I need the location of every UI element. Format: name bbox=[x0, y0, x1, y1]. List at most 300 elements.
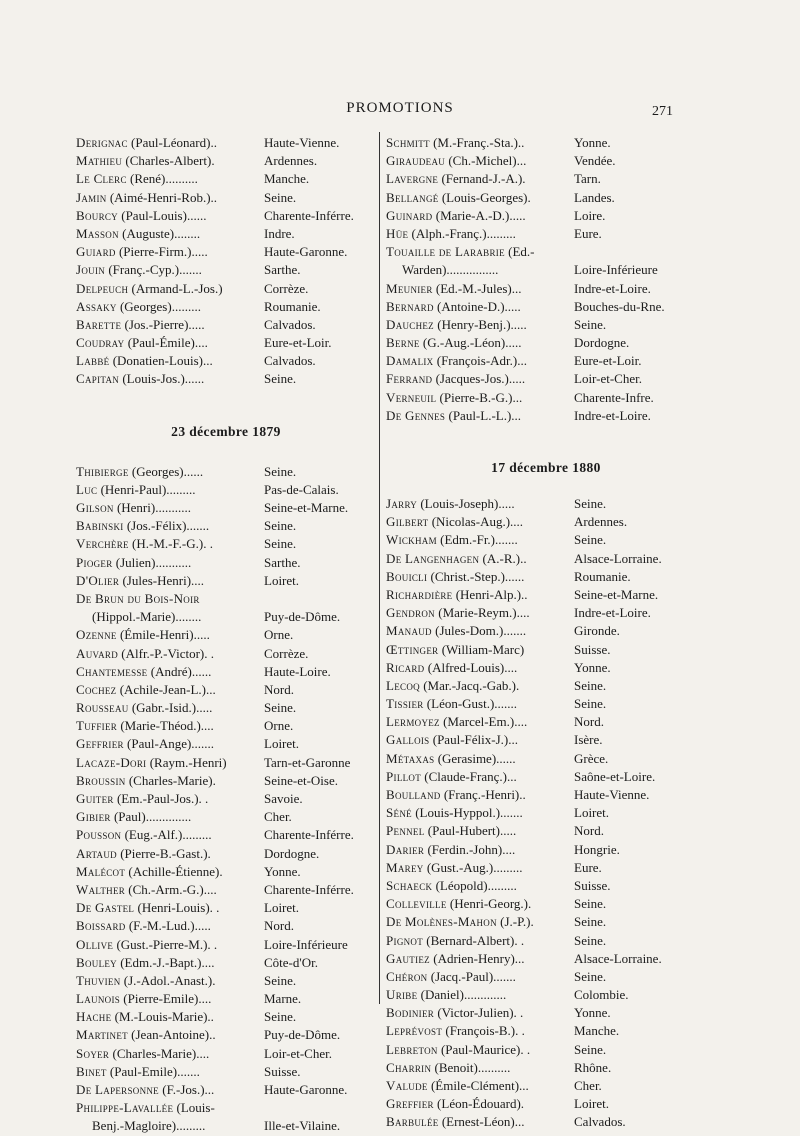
entry-surname: Boissard bbox=[76, 918, 126, 934]
entry-name bbox=[386, 550, 572, 568]
entry-name bbox=[76, 1026, 262, 1044]
entry-origin: Alsace-Lorraine. bbox=[574, 950, 662, 966]
entry-surname: D'Olier bbox=[76, 572, 120, 588]
list-item bbox=[386, 134, 706, 152]
entry-surname: Jouin bbox=[76, 262, 106, 278]
entry-surname: Guinard bbox=[386, 207, 433, 223]
entry-surname: Damalix bbox=[386, 353, 434, 369]
entry-origin: Nord. bbox=[264, 681, 294, 697]
entry-given-names: (Ch.-Michel)... bbox=[448, 153, 527, 169]
list-item bbox=[386, 768, 706, 786]
entry-origin: Suisse. bbox=[264, 1063, 301, 1079]
list-item bbox=[386, 225, 706, 243]
entry-origin bbox=[262, 590, 376, 608]
entry-origin: Suisse. bbox=[574, 877, 611, 893]
entry-origin: Puy-de-Dôme. bbox=[264, 1027, 341, 1043]
entry-surname: Ferrand bbox=[386, 371, 433, 387]
entry-origin: Loire-Inférieure bbox=[574, 262, 658, 278]
entry-origin: Yonne. bbox=[264, 863, 301, 879]
entry-given-names: (Pierre-B.-Gast.). bbox=[120, 845, 211, 861]
entry-origin: Seine. bbox=[574, 677, 607, 693]
entry-surname: Binet bbox=[76, 1063, 107, 1079]
entry-origin: Yonne. bbox=[574, 659, 611, 675]
entry-origin: Cher. bbox=[574, 1078, 602, 1093]
entry-surname: Rousseau bbox=[76, 700, 129, 716]
list-item bbox=[76, 1008, 376, 1026]
entry-name bbox=[76, 334, 262, 352]
entry-given-names: (Marie-A.-D.)..... bbox=[435, 207, 526, 223]
list-item bbox=[386, 1041, 706, 1059]
list-item bbox=[76, 243, 376, 261]
entry-name bbox=[76, 881, 262, 899]
entry-origin: Saône-et-Loire. bbox=[574, 768, 656, 784]
entry-origin: Loiret. bbox=[574, 805, 610, 821]
entry-surname: Bodinier bbox=[386, 1005, 435, 1021]
entry-name bbox=[76, 298, 262, 316]
entry-origin: Côte-d'Or. bbox=[264, 954, 318, 970]
entry-surname: Bouicli bbox=[386, 568, 428, 584]
entry-given-names: (Charles-Marie).... bbox=[112, 1045, 210, 1061]
entry-given-names: (Gerasime)...... bbox=[437, 750, 516, 766]
entry-surname: Ozenne bbox=[76, 627, 117, 643]
entry-given-names: (Louis-Jos.)...... bbox=[122, 371, 205, 387]
entry-name bbox=[76, 1063, 262, 1081]
list-item bbox=[386, 677, 706, 695]
entry-given-names: (Paul-Maurice). . bbox=[440, 1041, 531, 1057]
entry-origin: Orne. bbox=[264, 718, 294, 734]
entry-origin: Calvados. bbox=[264, 316, 316, 332]
entry-surname: Touaille de Larabrie bbox=[386, 244, 505, 260]
entry-name bbox=[76, 917, 262, 935]
entry-surname: Capitan bbox=[76, 371, 120, 387]
list-item bbox=[386, 750, 706, 768]
entry-name bbox=[386, 877, 572, 895]
entry-name bbox=[76, 554, 262, 572]
entry-origin: Alsace-Lorraine. bbox=[574, 550, 662, 566]
entry-name bbox=[76, 535, 262, 553]
list-item bbox=[76, 772, 376, 790]
entry-given-names: (Julien)........... bbox=[115, 554, 192, 570]
entry-origin: Pas-de-Calais. bbox=[264, 481, 339, 497]
entry-surname: Lebreton bbox=[386, 1041, 438, 1057]
entry-origin: Sarthe. bbox=[264, 554, 301, 570]
list-item bbox=[386, 604, 706, 622]
entry-name bbox=[386, 695, 572, 713]
entry-origin: Isère. bbox=[574, 732, 603, 748]
entry-given-names: (M.-Franç.-Sta.).. bbox=[433, 135, 525, 150]
entry-surname: Bourcy bbox=[76, 207, 118, 223]
entry-origin: Seine. bbox=[264, 463, 297, 479]
list-item bbox=[386, 804, 706, 822]
list-item bbox=[386, 207, 706, 225]
entry-given-names: (William-Marc) bbox=[441, 641, 525, 657]
entry-surname: Schaeck bbox=[386, 877, 433, 893]
entry-origin: Tarn. bbox=[574, 171, 601, 187]
entry-given-names: (Em.-Paul-Jos.). . bbox=[116, 791, 209, 806]
entry-origin: Puy-de-Dôme. bbox=[264, 609, 341, 625]
entry-origin: Bouches-du-Rne. bbox=[574, 298, 665, 314]
entry-origin: Haute-Vienne. bbox=[574, 787, 650, 802]
entry-name bbox=[76, 1117, 262, 1135]
entry-origin: Seine. bbox=[574, 914, 607, 930]
entry-given-names: (Henri-Georg.). bbox=[449, 896, 532, 912]
list-item bbox=[386, 513, 706, 531]
entry-given-names: (Mar.-Jacq.-Gab.). bbox=[423, 677, 520, 693]
list-item bbox=[76, 298, 376, 316]
entry-surname: Cochez bbox=[76, 681, 117, 697]
entry-origin: Cher. bbox=[264, 809, 292, 825]
entry-surname: Lermoyez bbox=[386, 714, 440, 730]
entry-origin: Seine. bbox=[574, 496, 607, 511]
list-item bbox=[76, 663, 376, 681]
entry-origin: Manche. bbox=[574, 1023, 620, 1039]
list-item bbox=[76, 1026, 376, 1044]
entry-origin: Grèce. bbox=[574, 750, 609, 766]
list-item bbox=[76, 917, 376, 935]
entry-given-names: (Paul-Léonard).. bbox=[131, 135, 217, 150]
entry-origin bbox=[572, 243, 706, 261]
entry-surname: Richardière bbox=[386, 586, 453, 602]
entry-name bbox=[386, 1022, 572, 1040]
entry-given-names: (Paul-Hubert)..... bbox=[427, 823, 517, 839]
entry-name bbox=[386, 1095, 572, 1113]
list-item bbox=[76, 899, 376, 917]
list-item bbox=[386, 586, 706, 604]
list-item bbox=[386, 695, 706, 713]
entry-origin: Loir-et-Cher. bbox=[574, 371, 642, 387]
entry-name bbox=[386, 750, 572, 768]
list-item bbox=[386, 407, 706, 425]
entry-name bbox=[76, 170, 262, 188]
entry-name bbox=[386, 189, 572, 207]
entry-origin: Seine-et-Marne. bbox=[264, 500, 349, 515]
entry-name bbox=[386, 895, 572, 913]
entry-given-names: (Charles-Marie). bbox=[128, 772, 216, 788]
entry-origin bbox=[262, 1099, 376, 1117]
entry-origin: Haute-Vienne. bbox=[264, 135, 340, 150]
entry-origin: Charente-Infre. bbox=[574, 389, 654, 405]
entry-name bbox=[386, 243, 572, 261]
list-item bbox=[386, 622, 706, 640]
entry-given-names: (Raym.-Henri) bbox=[149, 754, 227, 770]
entry-name bbox=[386, 389, 572, 407]
list-item bbox=[76, 626, 376, 644]
list-item bbox=[76, 261, 376, 279]
entry-name bbox=[76, 845, 262, 863]
entry-given-names: Warden)................ bbox=[402, 262, 499, 278]
entry-origin: Colombie. bbox=[574, 987, 629, 1003]
list-item bbox=[386, 859, 706, 877]
list-item bbox=[386, 389, 706, 407]
list-item bbox=[76, 207, 376, 225]
entry-surname: Malécot bbox=[76, 863, 126, 879]
list-item bbox=[76, 645, 376, 663]
entry-given-names: (Pierre-Emile).... bbox=[123, 991, 212, 1007]
entry-origin: Roumanie. bbox=[574, 568, 631, 584]
list-item bbox=[76, 972, 376, 990]
entry-name bbox=[386, 968, 572, 986]
entry-origin: Corrèze. bbox=[264, 280, 309, 296]
entry-surname: Pousson bbox=[76, 827, 122, 843]
entry-surname: Verchère bbox=[76, 536, 129, 552]
entry-origin: Ille-et-Vilaine. bbox=[264, 1118, 341, 1134]
entry-surname: Gallois bbox=[386, 732, 430, 748]
entry-given-names: (Louis-Hyppol.)....... bbox=[415, 805, 523, 821]
entry-surname: Colleville bbox=[386, 896, 447, 912]
entry-origin: Seine. bbox=[264, 1009, 297, 1025]
entry-surname: Barette bbox=[76, 316, 122, 332]
list-item bbox=[76, 554, 376, 572]
entry-given-names: (Henri)........... bbox=[116, 500, 191, 515]
entry-surname: De Molènes-Mahon bbox=[386, 914, 497, 930]
entry-name bbox=[386, 495, 572, 513]
entry-surname: Mathieu bbox=[76, 153, 123, 169]
list-item bbox=[386, 968, 706, 986]
page-number: 271 bbox=[652, 104, 673, 119]
entry-name bbox=[386, 134, 572, 152]
entry-given-names: (Fernand-J.-A.). bbox=[441, 171, 526, 187]
right-column bbox=[386, 134, 706, 1132]
entry-name bbox=[386, 1059, 572, 1077]
entry-name bbox=[76, 499, 262, 517]
entry-given-names: (Alph.-Franç.)......... bbox=[411, 225, 516, 241]
entry-surname: Broussin bbox=[76, 772, 126, 788]
entry-given-names: (Gabr.-Isid.)..... bbox=[131, 700, 213, 716]
entry-given-names: (Auguste)........ bbox=[122, 225, 201, 241]
entry-origin: Loiret. bbox=[264, 736, 300, 752]
entry-origin: Calvados. bbox=[574, 1114, 626, 1130]
entry-name bbox=[386, 950, 572, 968]
left-top-list bbox=[76, 134, 376, 389]
entry-origin: Roumanie. bbox=[264, 298, 321, 314]
entry-origin: Yonne. bbox=[574, 135, 611, 150]
entry-origin: Seine. bbox=[264, 189, 297, 205]
entry-origin: Eure. bbox=[574, 225, 602, 241]
entry-origin: Nord. bbox=[264, 918, 294, 934]
list-item bbox=[76, 370, 376, 388]
entry-given-names: (Jean-Antoine).. bbox=[131, 1027, 216, 1043]
entry-given-names: (G.-Aug.-Léon)..... bbox=[422, 335, 522, 351]
list-item bbox=[76, 316, 376, 334]
entry-surname: Thibierge bbox=[76, 463, 129, 479]
entry-surname: Dauchez bbox=[386, 316, 434, 332]
entry-name bbox=[76, 936, 262, 954]
entry-origin: Savoie. bbox=[264, 791, 303, 806]
entry-name bbox=[386, 1077, 572, 1095]
entry-name bbox=[386, 932, 572, 950]
entry-name bbox=[386, 841, 572, 859]
entry-name bbox=[386, 859, 572, 877]
entry-origin: Manche. bbox=[264, 171, 310, 187]
entry-surname: Pennel bbox=[386, 823, 425, 839]
entry-given-names: (Pierre-B.-G.)... bbox=[439, 389, 523, 405]
entry-surname: Manaud bbox=[386, 623, 432, 639]
entry-given-names: (Louis-Joseph)..... bbox=[420, 496, 515, 511]
entry-given-names: (Antoine-D.)..... bbox=[437, 298, 521, 314]
entry-origin: Gironde. bbox=[574, 623, 620, 639]
entry-given-names: (Nicolas-Aug.).... bbox=[431, 514, 524, 530]
entry-origin: Vendée. bbox=[574, 153, 616, 169]
entry-surname: Delpeuch bbox=[76, 280, 129, 296]
entry-given-names: (M.-Louis-Marie).. bbox=[114, 1009, 214, 1025]
entry-surname: Ricard bbox=[386, 659, 425, 675]
entry-origin: Sarthe. bbox=[264, 262, 301, 278]
entry-name bbox=[386, 713, 572, 731]
list-item bbox=[386, 895, 706, 913]
entry-given-names: (René).......... bbox=[130, 171, 198, 187]
list-item bbox=[386, 713, 706, 731]
entry-name bbox=[76, 663, 262, 681]
entry-given-names: (Marie-Théod.).... bbox=[120, 718, 214, 734]
entry-surname: Charrin bbox=[386, 1059, 432, 1075]
entry-given-names: (Claude-Franç.)... bbox=[424, 768, 517, 784]
entry-origin: Seine. bbox=[264, 536, 297, 552]
entry-name bbox=[386, 913, 572, 931]
entry-origin: Marne. bbox=[264, 991, 302, 1007]
list-item bbox=[386, 641, 706, 659]
list-item bbox=[386, 731, 706, 749]
entry-given-names: (Louis- bbox=[176, 1100, 215, 1116]
entry-surname: De Brun du Bois-Noir bbox=[76, 590, 200, 606]
entry-origin: Loiret. bbox=[574, 1096, 610, 1112]
entry-given-names: (Adrien-Henry)... bbox=[433, 950, 525, 966]
entry-surname: Masson bbox=[76, 225, 119, 241]
entry-origin: Loiret. bbox=[264, 572, 300, 588]
entry-given-names: (Armand-L.-Jos.) bbox=[131, 280, 223, 296]
entry-name bbox=[76, 316, 262, 334]
list-item bbox=[386, 986, 706, 1004]
list-item bbox=[386, 261, 706, 279]
entry-origin: Rhône. bbox=[574, 1059, 612, 1075]
list-item bbox=[76, 517, 376, 535]
list-item bbox=[386, 659, 706, 677]
entry-name bbox=[386, 334, 572, 352]
entry-origin: Seine. bbox=[264, 518, 297, 534]
list-item bbox=[76, 481, 376, 499]
list-item bbox=[76, 881, 376, 899]
list-item bbox=[76, 863, 376, 881]
entry-given-names: (J.-Adol.-Anast.). bbox=[123, 972, 216, 988]
entry-origin: Charente-Inférre. bbox=[264, 207, 354, 223]
entry-surname: Barbulée bbox=[386, 1114, 439, 1130]
entry-surname: Derignac bbox=[76, 135, 128, 150]
list-item bbox=[76, 936, 376, 954]
list-item bbox=[386, 1059, 706, 1077]
list-item bbox=[386, 280, 706, 298]
entry-given-names: (Edm.-J.-Bapt.).... bbox=[120, 954, 215, 970]
entry-surname: Philippe-Lavallée bbox=[76, 1100, 174, 1116]
right-section-list bbox=[386, 495, 706, 1132]
list-item bbox=[76, 334, 376, 352]
right-top-list bbox=[386, 134, 706, 425]
entry-given-names: (Paul-Louis)...... bbox=[121, 207, 207, 223]
entry-name bbox=[76, 243, 262, 261]
entry-name bbox=[386, 207, 572, 225]
entry-origin: Suisse. bbox=[574, 641, 611, 657]
entry-origin: Orne. bbox=[264, 627, 294, 643]
entry-name bbox=[386, 731, 572, 749]
list-item bbox=[76, 954, 376, 972]
entry-surname: Marey bbox=[386, 859, 424, 875]
entry-surname: Soyer bbox=[76, 1045, 110, 1061]
entry-name bbox=[386, 622, 572, 640]
entry-surname: Lacaze-Dori bbox=[76, 754, 147, 770]
entry-origin: Nord. bbox=[574, 714, 604, 730]
running-title: PROMOTIONS bbox=[346, 100, 454, 116]
entry-given-names: (Émile-Clément)... bbox=[430, 1078, 529, 1093]
entry-origin: Eure-et-Loir. bbox=[574, 353, 642, 369]
entry-origin: Hongrie. bbox=[574, 841, 620, 857]
entry-name bbox=[76, 189, 262, 207]
entry-given-names: (Georges)...... bbox=[131, 463, 204, 479]
entry-surname: Geffrier bbox=[76, 736, 124, 752]
entry-name bbox=[386, 1041, 572, 1059]
entry-origin: Dordogne. bbox=[574, 335, 630, 351]
entry-surname: Luc bbox=[76, 481, 98, 497]
entry-name bbox=[76, 207, 262, 225]
entry-given-names: (Ernest-Léon)... bbox=[441, 1114, 525, 1130]
entry-given-names: (Léon-Édouard). bbox=[437, 1096, 525, 1112]
entry-name bbox=[386, 316, 572, 334]
entry-name bbox=[386, 568, 572, 586]
entry-surname: Boulland bbox=[386, 787, 441, 802]
entry-surname: Métaxas bbox=[386, 750, 435, 766]
entry-name bbox=[386, 370, 572, 388]
entry-origin: Nord. bbox=[574, 823, 604, 839]
entry-surname: Artaud bbox=[76, 845, 117, 861]
entry-surname: Wickham bbox=[386, 532, 437, 548]
entry-surname: Valude bbox=[386, 1078, 428, 1093]
entry-origin: Yonne. bbox=[574, 1005, 611, 1021]
entry-surname: Jamin bbox=[76, 189, 107, 205]
section-title-1879: 23 décembre 1879 bbox=[171, 423, 281, 439]
entry-surname: De Gennes bbox=[386, 407, 446, 423]
list-item bbox=[386, 950, 706, 968]
entry-given-names: (Henri-Louis). . bbox=[137, 900, 220, 916]
entry-surname: Bouley bbox=[76, 954, 117, 970]
entry-surname: Meunier bbox=[386, 280, 433, 296]
entry-origin: Seine. bbox=[574, 532, 607, 548]
entry-name bbox=[386, 407, 572, 425]
entry-name bbox=[76, 790, 262, 808]
entry-surname: Hache bbox=[76, 1009, 112, 1025]
list-item bbox=[386, 841, 706, 859]
entry-origin: Charente-Inférre. bbox=[264, 827, 354, 843]
entry-name bbox=[76, 590, 262, 608]
list-item bbox=[386, 786, 706, 804]
entry-surname: Lecoq bbox=[386, 677, 420, 693]
entry-surname: Tuffier bbox=[76, 718, 118, 734]
entry-name bbox=[386, 152, 572, 170]
entry-name bbox=[76, 280, 262, 298]
entry-given-names: (Alfr.-P.-Victor). . bbox=[121, 645, 215, 661]
entry-surname: Thuvien bbox=[76, 972, 121, 988]
entry-given-names: (Hippol.-Marie)........ bbox=[92, 609, 202, 625]
entry-surname: Greffier bbox=[386, 1096, 434, 1112]
entry-given-names: (Christ.-Step.)...... bbox=[430, 568, 525, 584]
entry-origin: Seine-et-Marne. bbox=[574, 586, 659, 602]
list-item bbox=[386, 531, 706, 549]
entry-given-names: (Paul-Ange)....... bbox=[127, 736, 215, 752]
entry-name bbox=[386, 261, 572, 279]
entry-surname: Lavergne bbox=[386, 171, 439, 187]
entry-given-names: (Alfred-Louis).... bbox=[427, 659, 518, 675]
entry-surname: Guiard bbox=[76, 244, 116, 260]
entry-given-names: (Jos.-Pierre)..... bbox=[124, 316, 205, 332]
entry-origin: Loire-Inférieure bbox=[264, 936, 348, 952]
entry-surname: Berne bbox=[386, 335, 420, 351]
list-item bbox=[76, 735, 376, 753]
